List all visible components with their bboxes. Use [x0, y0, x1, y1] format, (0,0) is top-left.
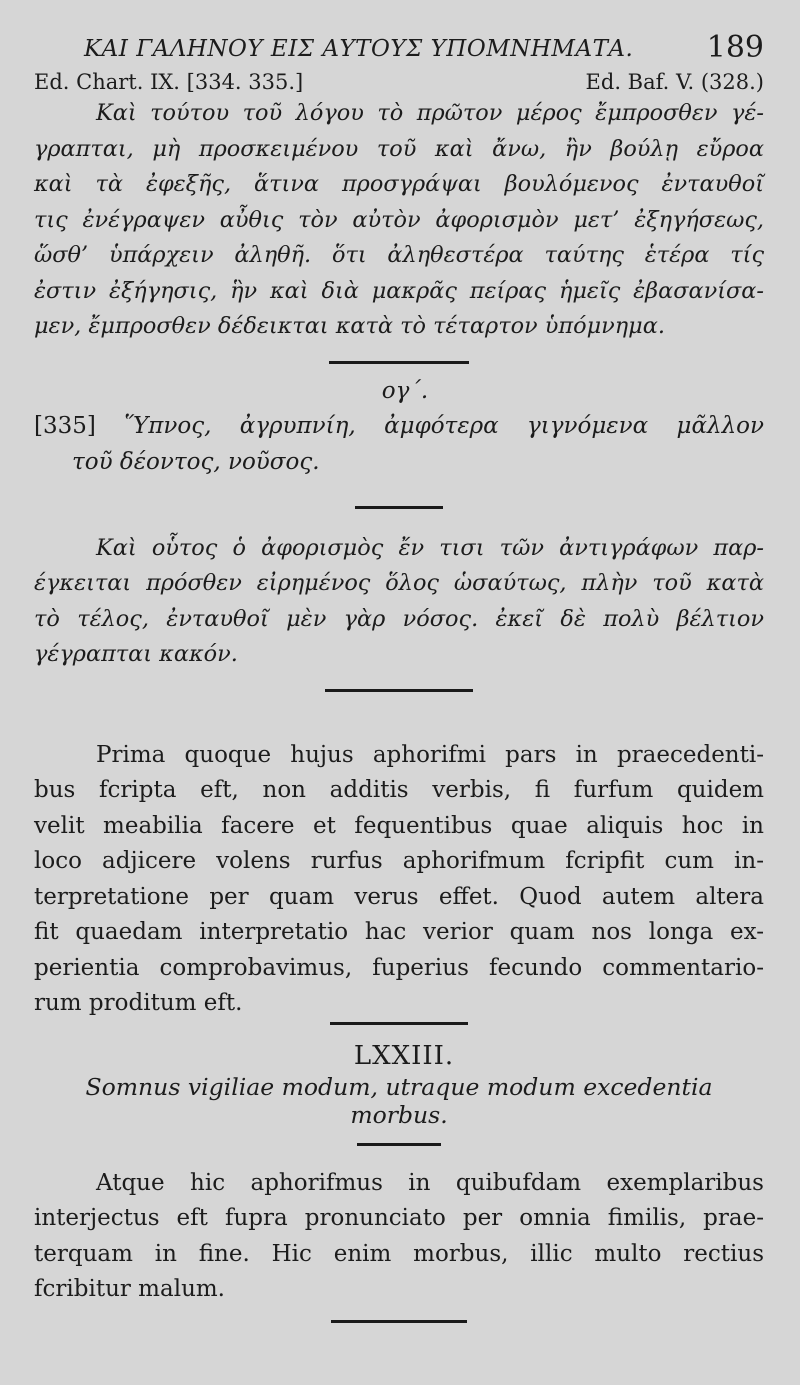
edition-chartier: Ed. Chart. IX. [334. 335.]: [34, 70, 304, 94]
text-line: fit quaedam interpretatio hac verior quam nos longa ex-: [34, 919, 764, 945]
latin-commentary-2: [34, 1166, 764, 1308]
text-line: τὸ τέλος, ἐνταυθοῖ μὲν γὰρ νόσος. ἐκεῖ δὲ πολὺ βέλτιον: [34, 605, 764, 632]
running-title: ΚΑΙ ΓΑΛΗΝΟΥ ΕΙΣ ΑΥΤΟΥΣ ΥΠΟΜΝΗΜΑΤΑ.: [84, 36, 634, 62]
section-divider: [329, 361, 469, 364]
edition-basel: Ed. Baf. V. (328.): [585, 70, 764, 94]
text-line: γραπται, μὴ προσκειμένου τοῦ καὶ ἄνω, ἢν βούλῃ εὔροα: [34, 135, 764, 162]
text-line: Καὶ τούτου τοῦ λόγου τὸ πρῶτον μέρος ἔμπροσθεν γέ-: [96, 100, 764, 126]
text-line: έγκειται πρόσθεν εἰρημένος ὅλος ὡσαύτως, πλὴν τοῦ κατὰ: [34, 570, 764, 596]
text-line: μεν, ἔμπροσθεν δέδεικται κατὰ τὸ τέταρτον ὑπόμνημα.: [34, 313, 665, 339]
greek-commentary-2: [34, 531, 764, 673]
aphorism-number-latin: LXXIII.: [353, 1040, 455, 1071]
running-header: [34, 28, 764, 68]
greek-commentary-1: [34, 96, 764, 345]
latin-commentary-1: [34, 738, 764, 1022]
section-divider: [325, 689, 473, 692]
text-line: velit meabilia facere et fequentibus quae aliquis hoc in: [34, 812, 764, 839]
bracket-reference: [335]: [34, 412, 96, 439]
aphorism-latin: Somnus vigiliae modum, utraque modum excedentia morbus.: [85, 1072, 713, 1129]
aphorism-greek-line: [34, 408, 764, 444]
section-divider: [331, 1320, 467, 1323]
text-line: terquam in fine. Hic enim morbus, illic multo rectius: [34, 1240, 764, 1267]
text-line: καὶ τὰ ἐφεξῆς, ἅτινα προσγράψαι βουλόμενος ἐνταυθοῖ: [34, 171, 764, 197]
text-line: ὥσθ’ ὑπάρχειν ἀληθῆ. ὅτι ἀληθεστέρα ταύτης ἑτέρα τίς: [34, 242, 764, 268]
text-line: interjectus eft fupra pronunciato per omnia fimilis, prae-: [34, 1205, 764, 1231]
text-line: γέγραπται κακόν.: [34, 641, 238, 667]
section-divider: [355, 506, 443, 509]
section-divider: [357, 1143, 441, 1146]
text-line: rum proditum eft.: [34, 990, 243, 1016]
text-line: Prima quoque hujus aphorifmi pars in praecedenti-: [96, 741, 764, 768]
text-line: Atque hic aphorifmus in quibufdam exemplaribus: [96, 1169, 764, 1196]
aphorism-greek-text: Ὕπνος, ἀγρυπνίη, ἀμφότερα γιγνόμενα μᾶλλον: [124, 412, 764, 439]
page-number: 189: [706, 30, 764, 65]
text-line: terpretatione per quam verus effet. Quod autem altera: [34, 883, 764, 910]
text-line: ἐστιν ἐξήγησις, ἣν καὶ διὰ μακρᾶς πείρας ἡμεῖς ἐβασανίσα-: [34, 277, 764, 304]
text-line: loco adjicere volens rurfus aphorifmum fcripfit cum in-: [34, 848, 764, 874]
text-line: perientia comprobavimus, fuperius fecundo commentario-: [34, 954, 764, 981]
text-line: fcribitur malum.: [34, 1276, 225, 1302]
edition-line: [34, 68, 764, 96]
aphorism-greek-line: τοῦ δέοντος, νοῦσος.: [72, 448, 320, 475]
text-line: τις ἐνέγραψεν αὖθις τὸν αὐτὸν ἀφορισμὸν μετ’ ἐξηγήσεως,: [34, 206, 764, 233]
text-line: Καὶ οὗτος ὁ ἀφορισμὸς ἔν τισι τῶν ἀντιγράφων παρ-: [96, 534, 764, 561]
aphorism-greek: [34, 408, 764, 480]
text-line: bus fcripta eft, non additis verbis, fi furfum quidem: [34, 777, 764, 803]
section-divider: [330, 1022, 468, 1025]
aphorism-number-greek: ογ΄.: [381, 377, 429, 404]
